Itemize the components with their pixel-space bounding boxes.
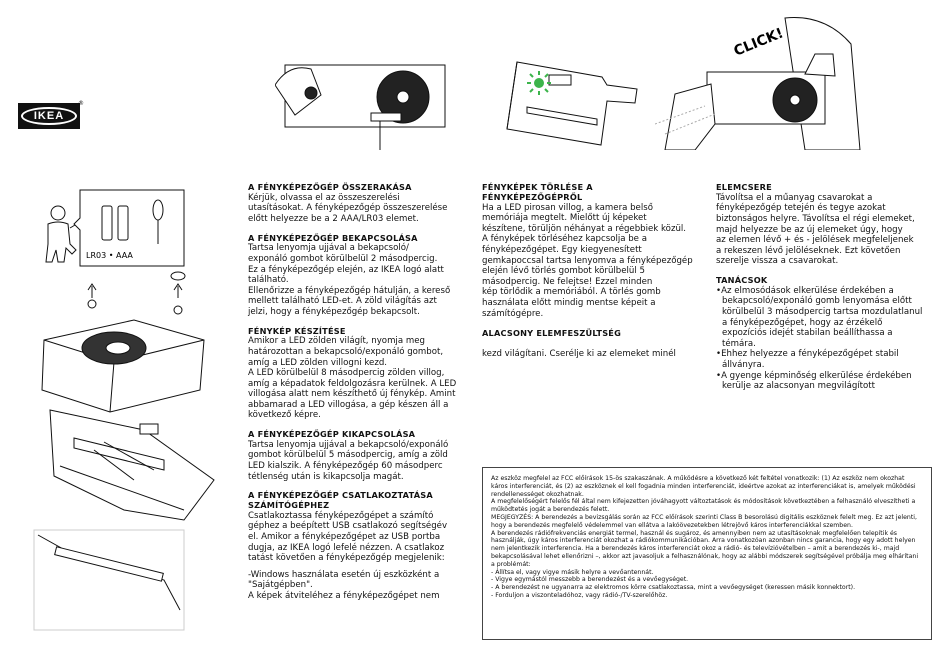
power-on-title: A FÉNYKÉPEZŐGÉP BEKAPCSOLÁSA [248,232,418,243]
ikea-logo [18,103,80,129]
ikea-logo-text: IKEA [33,110,65,122]
registered-mark: ® [78,100,84,107]
instructions-column-2 [482,183,708,369]
connect-title: A FÉNYKÉPEZŐGÉP CSATLAKOZTATÁSA SZÁMÍTÓGÉPHEZ [248,490,433,511]
power-off-text: Tartsa lenyomja ujjával a bekapcsoló/exponáló gombot körülbelül 5 másodpercig, amíg a zöld LED kialszik. A fényképezőgép 60 másodperc tétlenség után is kikapcsolja magát. [248,439,449,482]
screw-arrows [88,272,185,314]
camera-click-illustration [655,14,865,150]
section-take-photo [248,327,474,422]
take-photo-text: Amikor a LED zölden világít, nyomja meg határozottan a bekapcsoló/exponáló gombot, amíg a LED zölden villogni kezd. A LED körülbelül 8 másodpercig zölden villog, amíg a képadatok feldolgozásra kerülnek. A LED villogása alatt nem készíthető új fénykép. Amint abbamarad a LED villogása, a gép készen áll a következő képre. [248,336,457,421]
fcc-line: - Forduljon a viszonteladóhoz, vagy rádió-/TV-szerelőhöz. [491,591,668,599]
fcc-line: Az eszköz megfelel az FCC előírások 15-ös szakaszának. A működésre a következő két feltétel vonatkozik: (1) Az eszköz nem okozhat káros interferenciát, és (2) az eszköznek el kell fogadnia minden interferenciát, ideértve azokat az interferenciákat is, amelyek működési rendellenességet okozhatnak. [491,475,916,498]
fcc-line: - Állítsa el, vagy vigye másik helyre a vevőantennát. [491,568,654,576]
assembly-text: Kérjük, olvassa el az összeszerelési utasításokat. A fényképezőgép összeszerelése előtt helyezze be a 2 AAA/LR03 elemet. [248,192,448,224]
power-on-text: Tartsa lenyomja ujjával a bekapcsoló/ exponáló gombot körülbelül 2 másodpercig. Ez a fényképezőgép elején, az IKEA logó alatt található. Ellenőrizze a fényképezőgép hátulján, a kereső mellett található LED-et. A zöld világítás azt jelzi, hogy a fényképezőgép bekapcsolt. [248,243,451,317]
tip-item: •A gyenge képminőség elkerülése érdekében kerülje az alacsonyan megvilágított [716,370,912,392]
assembly-illustration [14,180,234,650]
shutter-button-icon [305,87,317,99]
camera-open-battery-bay [34,410,214,630]
battery-title: ELEMCSERE [716,182,772,192]
section-delete [482,183,708,319]
low-battery-title: ALACSONY ELEMFESZÜLTSÉG [482,328,622,339]
camera-base-exploded [42,320,204,412]
fcc-line: - Vigye egymástól messzebb a berendezést és a vevőegységet. [491,576,689,584]
battery-text: Távolítsa el a műanyag csavarokat a fényképezőgép tetején és tegye azokat biztonságos helyre. Távolítsa el régi elemeket, majd helyezze be az új elemeket úgy, hogy az elemen lévő + és - jelölések megfeleljenek a rekeszen lévő jelöléseknek. Ezt követően szerelje vissza a csavarokat. [716,192,915,267]
battery-speech-box [74,190,184,266]
section-low-battery [482,329,708,359]
tip-item: •Az elmosódások elkerülése érdekében a bekapcsoló/exponáló gomb lenyomása előtt körülbelül 3 másodpercig tartsa mozdulatlanul a fényképezőgépet, hogy az érzékelő expozíciós idejét stabilan beállíthassa a témára. [716,285,923,349]
tip-item: •Ehhez helyezze a fényképezőgépet stabil állványra. [716,349,899,370]
delete-title: FÉNYKÉPEK TÖRLÉSE A FÉNYKÉPEZŐGÉPRŐL [482,182,593,202]
led-blinking-icon [527,71,551,95]
fcc-line: MEGJEGYZÉS: A berendezés a bevizsgálás során az FCC előírások szerinti Class B besorolású digitális eszköznek felelt meg. Ez azt jelenti, hogy a berendezés megfelelő védelemmel van ellátva a lakóövezetekben létrejövő káros interferenciákkal szemben. [491,513,917,529]
tips-list [716,286,942,392]
section-battery [716,183,942,267]
click-label: CLICK! [731,25,786,60]
fcc-line: - A berendezést ne ugyanarra az elektromos körre csatlakoztassa, mint a vevőegységet (keressen másik konnektort). [491,584,856,592]
battery-type-label: LR03 • AAA [86,251,133,260]
connect-text: Csatlakoztassa fényképezőgépet a számító géphez a beépített USB csatlakozó segítségév el. Amikor a fényképezőgépet az USB portba dugja, az IKEA logó lefelé nézzen. A csatlakoz tatást követően a fényképezőgép megjelenik: [248,510,448,564]
fcc-notice-box [482,467,932,640]
connect-text-2: -Windows használata esetén új eszközként a "Sajátgépben". A képek átviteléhez a fényképezőgépet nem [248,569,440,601]
section-connect [248,491,474,601]
battery-2-icon [118,206,128,240]
instructions-column-3 [716,183,942,401]
instructions-column-1 [248,183,474,611]
camera-front-illustration [275,55,460,150]
battery-1-icon [102,206,112,240]
section-tips [716,276,942,392]
ikea-logo-oval [21,107,77,125]
power-off-title: A FÉNYKÉPEZŐGÉP KIKAPCSOLÁSA [248,429,416,440]
take-photo-title: FÉNYKÉP KÉSZÍTÉSE [248,325,346,336]
low-battery-text: kezd világítani. Cserélje ki az elemeket minél [482,348,676,359]
delete-text: Ha a LED pirosan villog, a kamera belső memóriája megtelt. Mielőtt új képeket készítene, törüljön néhányat a régebbiek közül. A fényképek törléséhez kapcsolja be a fényképezőgépet. Egy kiegyenesített gemkapoccsal tartsa lenyomva a fényképezőgép elején lévő törlés gombot körülbelül 5 másodpercig. Ne felejtse! Ezzel minden kép törlődik a memóriából. A törlés gomb használata előtt mindig mentse képeit a számítógépre. [482,202,693,319]
camera-back-illustration [497,57,642,147]
fcc-line: A megfelelőségért felelős fél által nem kifejezetten jóváhagyott változtatások és módosítások következtében a felhasználó elveszítheti a működtetés jogát a berendezés felett. [491,498,916,514]
section-power-off [248,430,474,482]
tips-title: TANÁCSOK [716,274,768,285]
section-power-on [248,234,474,318]
assembly-title: A FÉNYKÉPEZŐGÉP ÖSSZERAKÁSA [248,182,412,192]
fcc-line: A berendezés rádiófrekvenciás energiát termel, használ és sugároz, és amennyiben nem az utasításoknak megfelelően telepítik és használják, úgy káros interferenciát okozhat a rádiókommunikációban. Arra vonatkozóan azonban nincs garancia, hogy egy adott helyen nem jelentkezik interferencia. Ha a berendezés káros interferenciát okoz a rádió- és televízióvételben – amit a berendezés ki-, majd bekapcsolásával lehet ellenőrizni –, akkor azt javasoljuk a felhasználónak, hogy az alábbi módszerek segítségével próbálja meg elhárítani a problémát: [491,529,919,568]
section-assembly [248,183,474,225]
person-figure-icon [46,206,80,262]
